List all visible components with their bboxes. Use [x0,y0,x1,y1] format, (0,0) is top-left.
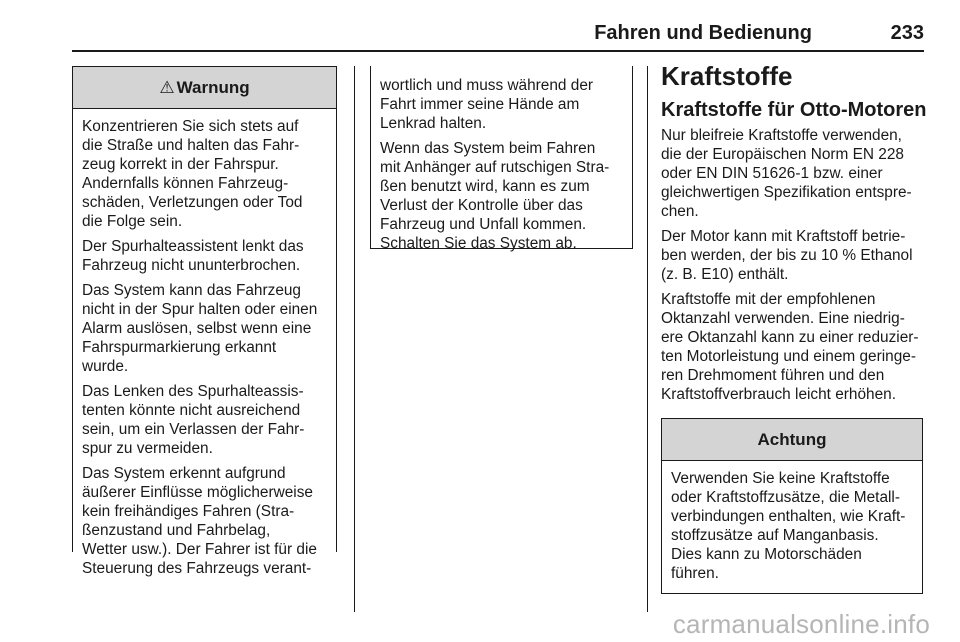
caution-box-body [662,461,922,593]
chapter-title: Fahren und Bedienung [594,22,812,44]
caution-box [661,418,923,594]
warning-paragraph: Der Spurhalteassistent lenkt das Fahrzeug nicht ununterbrochen. [82,238,304,274]
warning-triangle-icon: ⚠ [159,77,175,97]
warning-paragraph: Das Lenken des Spurhalteassis- tenten könnte nicht ausreichend sein, um ein Verlassen der Fahr- spur zu vermeiden. [82,383,305,457]
caution-paragraph: Verwenden Sie keine Kraftstoffe oder Kraftstoffzusätze, die Metall- verbindungen enthalten, wie Kraft- stoffzusätze auf Manganbasis. Dies kann zu Motorschäden führen. [671,470,906,582]
warning-box [72,66,337,577]
column-divider-right [647,66,648,612]
warning-paragraph: wortlich und muss während der Fahrt immer seine Hände am Lenkrad halten. [380,77,594,132]
warning-paragraph: Wenn das System beim Fahren mit Anhänger auf rutschigen Stra- ßen benutzt wird, kann es zum Verlust der Kontrolle über das Fahrzeug und Unfall kommen. Schalten Sie das System ab. [380,140,610,252]
section-heading: Kraftstoffe [661,61,793,91]
warning-box-body [73,109,336,578]
warning-title: Warnung [176,77,250,97]
section-paragraph: Kraftstoffe mit der empfohlenen Oktanzahl verwenden. Eine niedrig- ere Oktanzahl kann zu einer reduzier- ten Motorleistung und einem geringe- ren Drehmoment führen und den Kraftstoffverbrauch leicht erhöhen. [661,291,919,403]
warning-continued-body [371,66,632,253]
warning-paragraph: Konzentrieren Sie sich stets auf die Straße und halten das Fahr- zeug korrekt in der Fahrspur. Andernfalls können Fahrzeug- schäden, Verletzungen oder Tod die Folge sein. [82,118,303,230]
fuel-section [661,60,931,594]
column-divider-left [354,66,355,612]
page-header [72,20,924,52]
caution-box-header [662,419,922,461]
caution-title: Achtung [757,429,827,449]
warning-paragraph: Das System erkennt aufgrund äußerer Einflüsse möglicherweise kein freihändiges Fahren (Stra- ßenzustand und Fahrbelag, Wetter usw.). Der Fahrer ist für die Steuerung des Fahrzeugs verant- [82,465,317,577]
watermark: carmanualsonline.info [672,609,930,639]
page-number: 233 [890,22,924,44]
section-paragraph: Der Motor kann mit Kraftstoff betrie- ben werden, der bis zu 10 % Ethanol (z. B. E10) enthält. [661,228,913,283]
section-paragraph: Nur bleifreie Kraftstoffe verwenden, die der Europäischen Norm EN 228 oder EN DIN 51626-1 bzw. einer gleichwertigen Spezifikation entspre- chen. [661,127,912,220]
warning-paragraph: Das System kann das Fahrzeug nicht in der Spur halten oder einen Alarm auslösen, selbst wenn eine Fahrspurmarkierung erkannt wurde. [82,282,318,375]
warning-box-continued [370,66,633,252]
warning-box-header [73,67,336,109]
section-subheading: Kraftstoffe für Otto-Motoren [661,99,927,121]
